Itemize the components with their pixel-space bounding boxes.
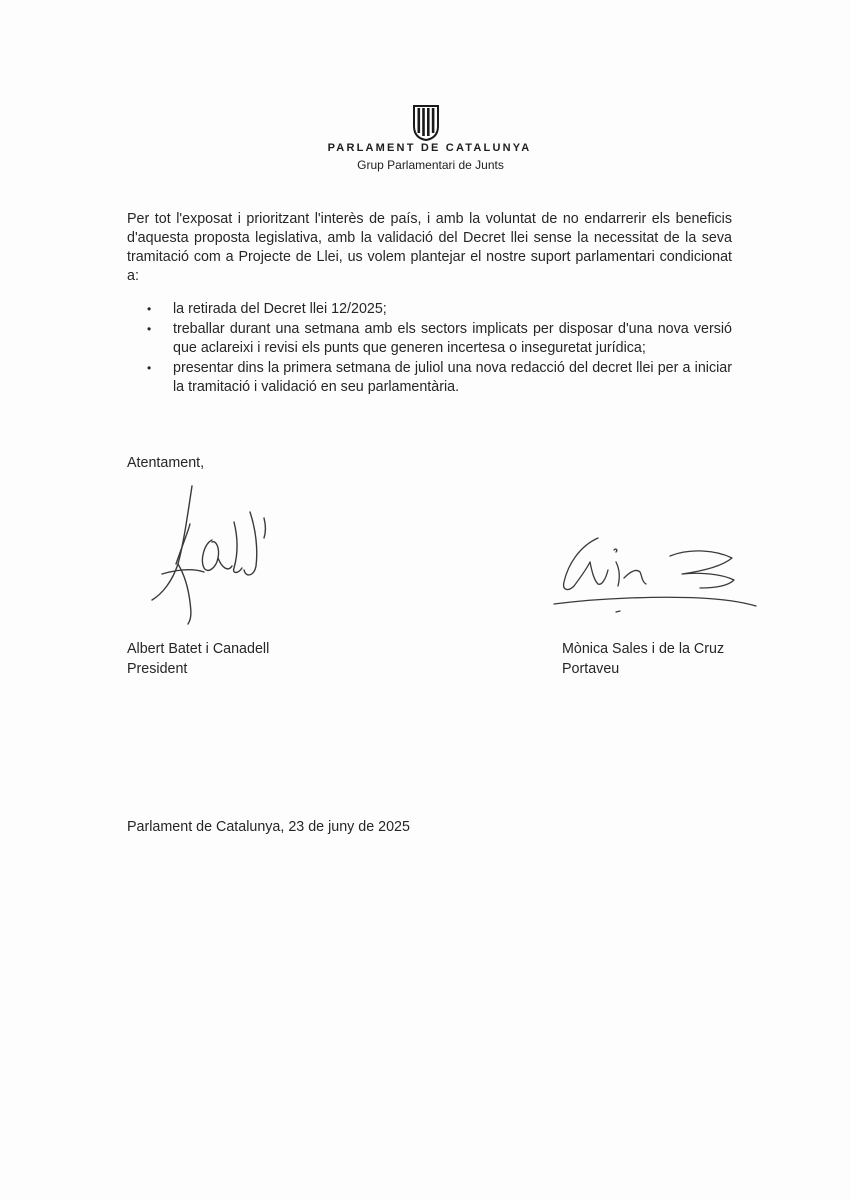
bullet-icon: • [147, 302, 152, 316]
list-item [127, 300, 732, 320]
intro-paragraph: Per tot l'exposat i prioritzant l'interès de país, i amb la voluntat de no endarrerir els beneficis d'aquesta proposta legislativa, amb la validació del Decret llei sense la necessitat de la seva tramitació com a Projecte de Llei, us volem plantejar el nostre suport parlamentari condicionat a: [127, 211, 732, 284]
condition-text: presentar dins la primera setmana de juliol una nova redacció del decret llei per a iniciar la tramitació i validació en seu parlamentària. [173, 359, 732, 395]
institution-name: PARLAMENT DE CATALUNYA [327, 142, 532, 154]
list-item [127, 359, 732, 398]
signatory-role: President [127, 660, 188, 677]
bullet-icon: • [147, 360, 152, 375]
signature-president [142, 482, 282, 632]
condition-text: treballar durant una setmana amb els sectors implicats per disposar d'una nova versió que aclareixi i revisi els punts que generen incertesa o inseguretat jurídica; [173, 320, 732, 356]
conditions-list [127, 300, 732, 398]
bullet-icon: • [147, 321, 152, 336]
condition-text: la retirada del Decret llei 12/2025; [173, 301, 387, 317]
place-and-date: Parlament de Catalunya, 23 de juny de 2025 [127, 819, 410, 835]
signature-spokesperson [550, 520, 762, 616]
signatory-name: Mònica Sales i de la Cruz [562, 641, 725, 657]
signatory-spokesperson [562, 640, 724, 679]
list-item [127, 320, 732, 359]
signatory-name: Albert Batet i Canadell [127, 641, 270, 657]
parliament-emblem-icon [412, 104, 440, 142]
parliamentary-group-name: Grup Parlamentari de Junts [357, 158, 504, 172]
signatory-president [127, 640, 269, 679]
closing-salutation: Atentament, [127, 455, 205, 471]
signatory-role: Portaveu [562, 660, 620, 677]
